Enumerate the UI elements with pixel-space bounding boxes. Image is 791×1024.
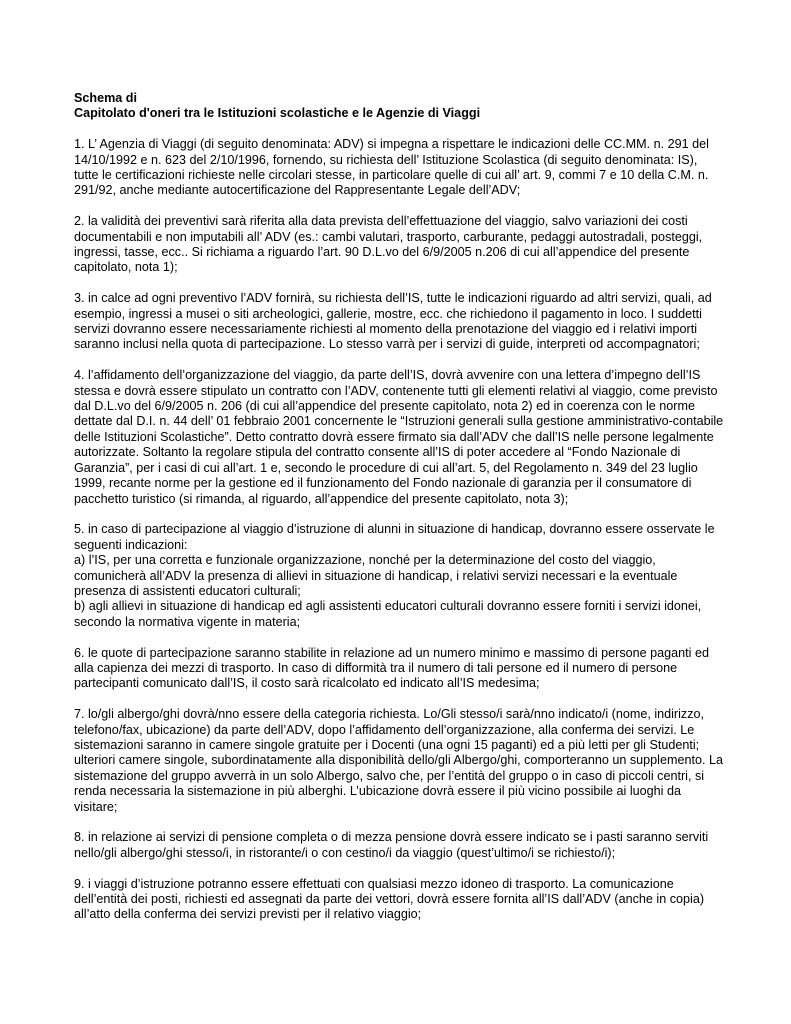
- paragraph-2: 2. la validità dei preventivi sarà riferita alla data prevista dell’effettuazione del viaggio, salvo variazioni dei costi documentabili e non imputabili all’ ADV (es.: cambi valutari, trasporto, carburante, pedaggi autostradali, posteggi, ingressi, tasse, ecc.. Si richiama a riguardo l’art. 90 D.L.vo del 6/9/2005 n.206 di cui all’appendice del presente capitolato, nota 1);: [74, 214, 703, 275]
- paragraph-1: 1. L’ Agenzia di Viaggi (di seguito denominata: ADV) si impegna a rispettare le indicazioni delle CC.MM. n. 291 del 14/10/1992 e n. 623 del 2/10/1996, fornendo, su richiesta dell’ Istituzione Scolastica (di seguito denominata: IS), tutte le certificazioni richieste nelle circolari stesse, in particolare quelle di cui all’ art. 9, commi 7 e 10 della C.M. n. 291/92, anche mediante autocertificazione del Rappresentante Legale dell’ADV;: [74, 137, 709, 198]
- paragraph-3: 3. in calce ad ogni preventivo l’ADV fornirà, su richiesta dell’IS, tutte le indicazioni riguardo ad altri servizi, quali, ad esempio, ingressi a musei o siti archeologici, gallerie, mostre, ecc. che richiedono il pagamento in loco. I suddetti servizi dovranno essere necessariamente richiesti al momento della prenotazione del viaggio ed i relativi importi saranno inclusi nella quota di partecipazione. Lo stesso varrà per i servizi di guide, interpreti od accompagnatori;: [74, 291, 712, 352]
- paragraph-8: 8. in relazione ai servizi di pensione completa o di mezza pensione dovrà essere indicato se i pasti saranno serviti nello/gli albergo/ghi stesso/i, in ristorante/i o con cestino/i da viaggio (quest’ultimo/i se richiesto/i);: [74, 830, 709, 860]
- paragraph-4: 4. l’affidamento dell’organizzazione del viaggio, da parte dell’IS, dovrà avvenire con una lettera d’impegno dell’IS stessa e dovrà essere stipulato un contratto con l’ADV, contenente tutti gli elementi relativi al viaggio, come previsto dal D.L.vo del 6/9/2005 n. 206 (di cui all’appendice del presente capitolato, nota 2) ed in coerenza con le norme dettate dal D.I. n. 44 dell’ 01 febbraio 2001 concernente le “Istruzioni generali sulla gestione amministrativo-contabile delle Istituzioni Scolastiche”. Detto contratto dovrà essere firmato sia dall’ADV che dall’IS nelle persone legalmente autorizzate. Soltanto la regolare stipula del contratto consente all’IS di poter accedere al “Fondo Nazionale di Garanzia”, per i casi di cui all’art. 1 e, secondo le procedure di cui all’art. 5, del Regolamento n. 349 del 23 luglio 1999, recante norme per la gestione ed il funzionamento del Fondo nazionale di garanzia per il consumatore di pacchetto turistico (si rimanda, al riguardo, all’appendice del presente capitolato, nota 3);: [74, 368, 724, 506]
- paragraph-9: 9. i viaggi d’istruzione potranno essere effettuati con qualsiasi mezzo idoneo di trasporto. La comunicazione dell’entità dei posti, richiesti ed assegnati da parte dei vettori, dovrà essere fornita all’IS dall’ADV (anche in copia) all’atto della conferma dei servizi previsti per il relativo viaggio;: [74, 876, 705, 922]
- document-body: [74, 91, 724, 923]
- document-title: Capitolato d'oneri tra le Istituzioni scolastiche e le Agenzie di Viaggi: [74, 106, 481, 121]
- paragraph-7: 7. lo/gli albergo/ghi dovrà/nno essere della categoria richiesta. Lo/Gli stesso/i sarà/nno indicato/i (nome, indirizzo, telefono/fax, ubicazione) da parte dell’ADV, dopo l’affidamento dell’organizzazione, alla conferma dei servizi. Le sistemazioni saranno in camere singole gratuite per i Docenti (una ogni 15 paganti) ed a più letti per gli Studenti; ulteriori camere singole, subordinatamente alla disponibilità dello/gli Albergo/ghi, comporteranno un supplemento. La sistemazione del gruppo avverrà in un solo Albergo, salvo che, per l’entità del gruppo o in caso di piccoli centri, si renda necessaria la sistemazione in più alberghi. L’ubicazione dovrà essere il più vicino possibile ai luoghi da visitare;: [74, 707, 723, 814]
- paragraph-6: 6. le quote di partecipazione saranno stabilite in relazione ad un numero minimo e massimo di persone paganti ed alla capienza dei mezzi di trasporto. In caso di difformità tra il numero di tali persone ed il numero di persone partecipanti comunicato dall’IS, il costo sarà ricalcolato ed indicato all’IS medesima;: [74, 645, 709, 691]
- title-line-1: Schema di: [74, 91, 137, 105]
- paragraph-5: 5. in caso di partecipazione al viaggio d’istruzione di alunni in situazione di handicap, dovranno essere osservate le seguenti indicazioni: a) l’IS, per una corretta e funzionale organizzazione, nonché per la determinazione del costo del viaggio, comunicherà all’ADV la presenza di allievi in situazione di handicap, i relativi servizi necessari e la eventuale presenza di assistenti educatori culturali; b) agli allievi in situazione di handicap ed agli assistenti educatori culturali dovranno essere forniti i servizi idonei, secondo la normativa vigente in materia;: [74, 522, 715, 629]
